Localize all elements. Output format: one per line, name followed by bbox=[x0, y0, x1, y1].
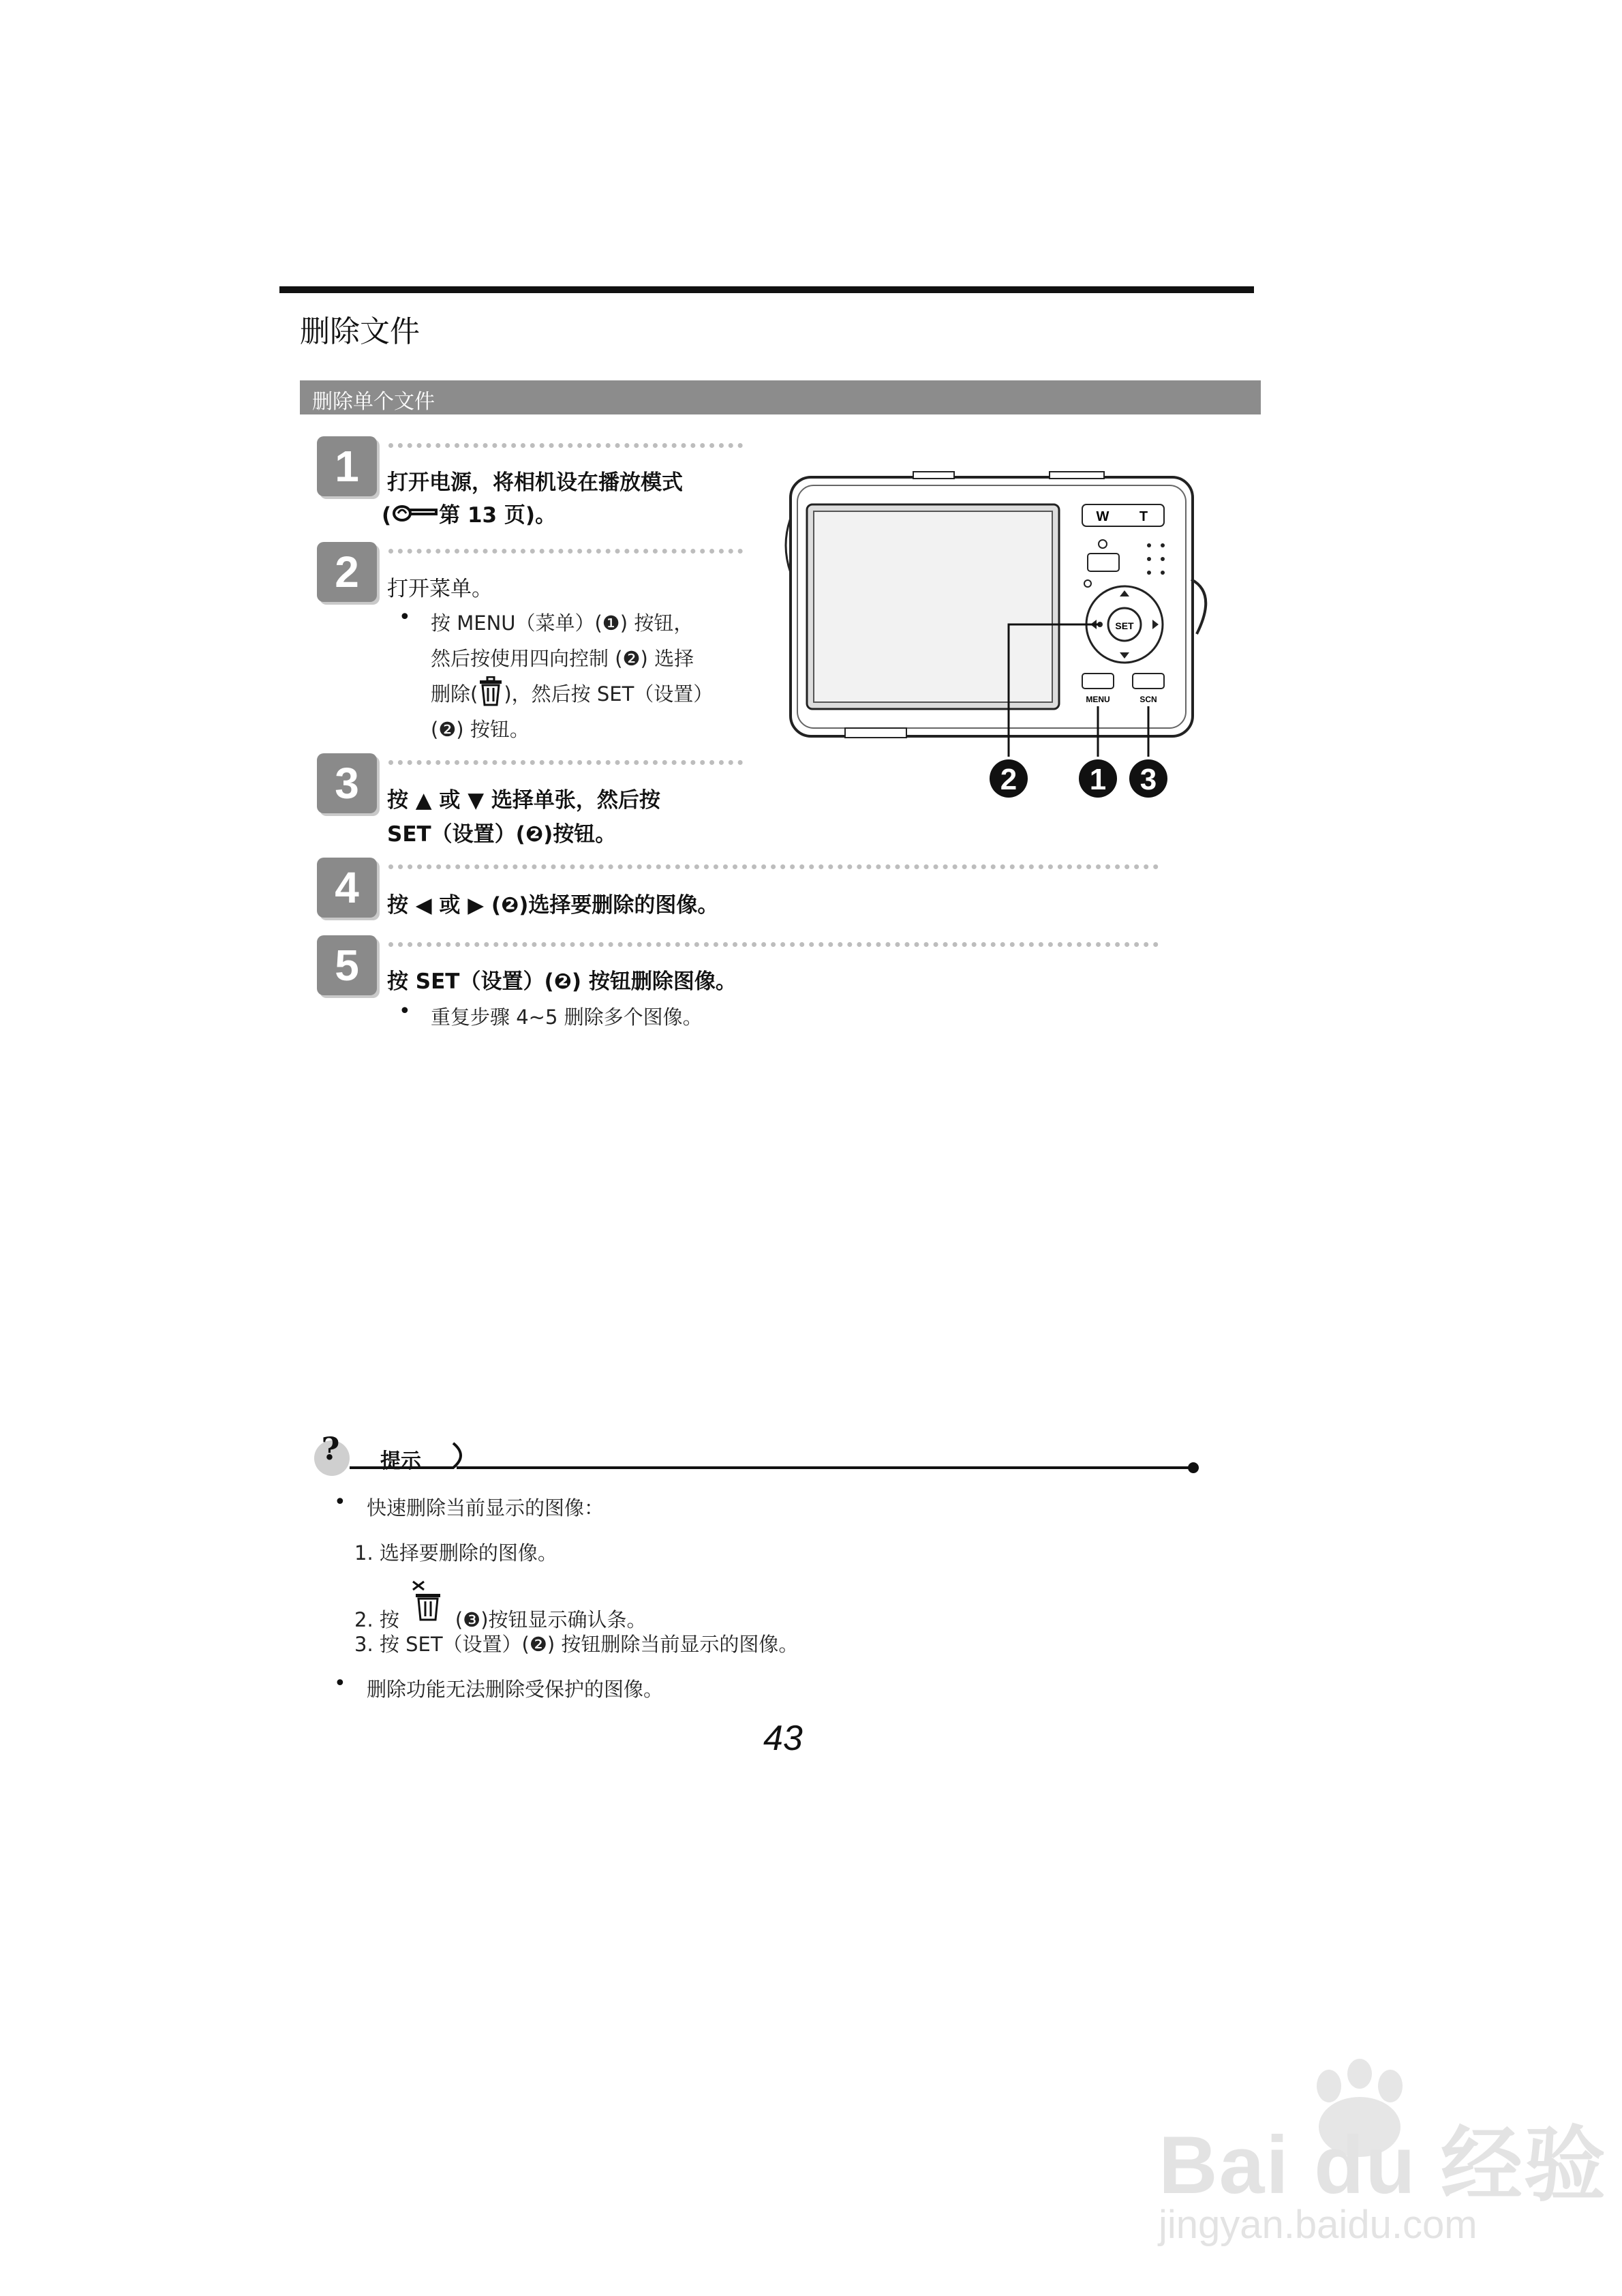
trash-icon bbox=[478, 676, 504, 706]
tips-label: 提示 bbox=[380, 1449, 421, 1473]
step-number-1: 1 bbox=[317, 436, 377, 496]
tips-header-line bbox=[310, 1428, 1210, 1483]
step-5-sub-1: 重复步骤 4~5 删除多个图像。 bbox=[431, 1006, 703, 1029]
tip-bullet-1: 快速删除当前显示的图像： bbox=[367, 1496, 605, 1520]
step-number-3: 3 bbox=[317, 753, 377, 813]
step-divider bbox=[388, 760, 743, 765]
tip-item-3: 3. 按 SET（设置）(❷) 按钮删除当前显示的图像。 bbox=[354, 1633, 799, 1656]
scn-button-label: SCN bbox=[1139, 695, 1157, 704]
zoom-lever bbox=[1082, 504, 1164, 526]
menu-button-label: MENU bbox=[1086, 695, 1110, 704]
step-divider bbox=[388, 549, 743, 554]
svg-text:3: 3 bbox=[1139, 763, 1157, 796]
tip-item-2: 2. 按 (❸)按钮显示确认条。 bbox=[354, 1580, 647, 1637]
step-divider bbox=[388, 942, 1159, 947]
step-1-ref: ( 第 13 页)。 bbox=[382, 503, 557, 528]
step-2-sub-1: 按 MENU（菜单）(❶) 按钮， bbox=[431, 611, 694, 635]
step-2-text: 打开菜单。 bbox=[387, 577, 493, 601]
watermark-url: jingyan.baidu.com bbox=[1159, 2203, 1478, 2247]
step-2-sub-3: 删除( )，然后按 SET（设置） bbox=[431, 676, 713, 712]
step-number-2: 2 bbox=[317, 542, 377, 602]
bullet-dot: • bbox=[334, 1490, 346, 1514]
step-divider bbox=[388, 443, 743, 448]
scn-button bbox=[1133, 674, 1164, 689]
page-title: 删除文件 bbox=[300, 314, 420, 349]
step-divider bbox=[388, 864, 1159, 869]
tip-item-1: 1. 选择要删除的图像。 bbox=[354, 1541, 557, 1565]
step-number-5: 5 bbox=[317, 935, 377, 995]
step-2-sub-2: 然后按使用四向控制 (❷) 选择 bbox=[431, 647, 694, 670]
set-button-label: SET bbox=[1115, 620, 1134, 631]
watermark-brand: Bai du 经验 bbox=[1159, 2119, 1608, 2211]
step-2-sub-4: (❷) 按钮。 bbox=[431, 718, 530, 741]
svg-text:1: 1 bbox=[1089, 763, 1107, 796]
zoom-w-label: W bbox=[1096, 509, 1110, 524]
tip-bullet-2: 删除功能无法删除受保护的图像。 bbox=[367, 1678, 664, 1701]
step-3-text: 按 ▲ 或 ▼ 选择单张，然后按 bbox=[387, 788, 660, 813]
step-5-text: 按 SET（设置）(❷) 按钮删除图像。 bbox=[387, 969, 737, 994]
camera-back-illustration bbox=[777, 464, 1213, 818]
zoom-t-label: T bbox=[1139, 509, 1148, 524]
step-number-4: 4 bbox=[317, 858, 377, 918]
top-rule bbox=[279, 286, 1254, 293]
svg-text:2: 2 bbox=[1000, 763, 1017, 796]
page-ref-hand-icon bbox=[391, 502, 439, 525]
step-3-text-2: SET（设置）(❷)按钮。 bbox=[387, 822, 617, 847]
section-bar bbox=[300, 380, 1261, 414]
svg-text:?: ? bbox=[321, 1430, 340, 1467]
playback-button bbox=[1088, 554, 1119, 571]
step-4-text: 按 ◀ 或 ▶ (❷)选择要删除的图像。 bbox=[387, 893, 719, 918]
menu-button bbox=[1082, 674, 1114, 689]
page-number: 43 bbox=[763, 1719, 803, 1758]
delete-trash-icon bbox=[403, 1580, 451, 1622]
bullet-dot: • bbox=[399, 605, 411, 629]
bullet-dot: • bbox=[334, 1672, 346, 1695]
bullet-dot: • bbox=[399, 999, 411, 1023]
section-title: 删除单个文件 bbox=[312, 390, 435, 414]
step-1-text: 打开电源，将相机设在播放模式 bbox=[387, 470, 683, 495]
